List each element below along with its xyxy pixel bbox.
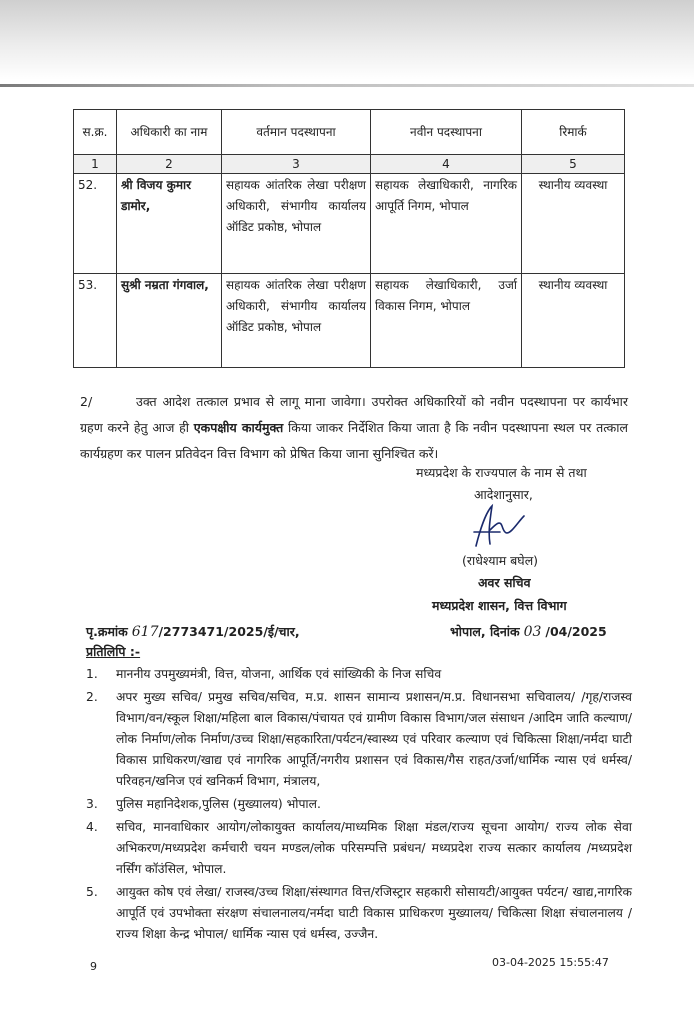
cell-sno: 53. — [74, 274, 117, 368]
page-number: 9 — [90, 960, 97, 973]
cell-current-posting: सहायक आंतरिक लेखा परीक्षण अधिकारी, संभागीय कार्यालय ऑडिट प्रकोष्ठ, भोपाल — [222, 174, 371, 274]
reference-suffix: /2773471/2025/ई/चार, — [158, 624, 300, 639]
reference-number — [86, 623, 300, 640]
column-number-row — [74, 155, 625, 174]
list-item-text: अपर मुख्य सचिव/ प्रमुख सचिव/सचिव, म.प्र. शासन सामान्य प्रशासन/म.प्र. विधानसभा सचिवालय/ /गृह/राजस्व विभाग/वन/स्कूल शिक्षा/महिला बाल विकास/पंचायत एवं ग्रामीण विकास विभाग/जल संसाधन /आदिम जाति कल्याण/लोक निर्माण/लोक निर्माण/उच्च शिक्षा/सहकारिता/पर्यटन/स्वास्थ्य एवं परिवार कल्याण एवं चिकित्सा शिक्षा/नर्मदा घाटी विकास प्राधिकरण/खाद्य एवं नागरिक आपूर्ति/नगरीय प्रशासन एवं विकास/गैस राहत/उर्जा/धार्मिक न्यास एवं धर्मस्व/परिवहन/खनिज एवं खनिकर्म विभाग, मंत्रालय, — [116, 690, 632, 788]
cell-officer-name: सुश्री नम्रता गंगवाल, — [117, 274, 222, 368]
order-line: आदेशानुसार, — [474, 487, 533, 502]
list-item-number: 1. — [86, 667, 98, 681]
table-header-row — [74, 110, 625, 155]
list-item — [86, 882, 632, 945]
list-item — [86, 664, 632, 685]
cell-officer-name: श्री विजय कुमार डामोर, — [117, 174, 222, 274]
column-number: 3 — [222, 155, 371, 174]
cc-list — [86, 664, 632, 947]
table-row — [74, 174, 625, 274]
date-suffix: /04/2025 — [545, 624, 607, 639]
order-paragraph — [80, 389, 628, 467]
list-item — [86, 687, 632, 792]
cell-sno: 52. — [74, 174, 117, 274]
list-item-number: 4. — [86, 820, 98, 834]
posting-table — [73, 109, 625, 368]
list-item-text: पुलिस महानिदेशक,पुलिस (मुख्यालय) भोपाल. — [116, 797, 321, 811]
list-item-text: आयुक्त कोष एवं लेखा/ राजस्व/उच्च शिक्षा/संस्थागत वित्त/रजिस्ट्रार सहकारी सोसायटी/आयुक्त पर्यटन/ खाद्य,नागरिक आपूर्ति एवं उपभोक्ता संरक्षण संचालनालय/नर्मदा घाटी विकास प्राधिकरण मुख्यालय/ चिकित्सा शिक्षा संचालनालय / राज्य शिक्षा केन्द्र भोपाल/ धार्मिक न्यास एवं धर्मस्व, उज्जैन. — [116, 885, 632, 941]
governor-line: मध्यप्रदेश के राज्यपाल के नाम से तथा — [416, 465, 587, 480]
paragraph-bold-text: एकपक्षीय कार्यमुक्त — [193, 420, 284, 435]
column-number: 1 — [74, 155, 117, 174]
signatory-department: मध्यप्रदेश शासन, वित्त विभाग — [432, 598, 567, 613]
cell-current-posting: सहायक आंतरिक लेखा परीक्षण अधिकारी, संभागीय कार्यालय ऑडिट प्रकोष्ठ, भोपाल — [222, 274, 371, 368]
table-row — [74, 274, 625, 368]
list-item-number: 5. — [86, 885, 98, 899]
header-officer-name: अधिकारी का नाम — [117, 110, 222, 155]
signatory-name: (राधेश्याम बघेल) — [462, 553, 539, 568]
timestamp: 03-04-2025 15:55:47 — [492, 956, 609, 969]
list-item — [86, 794, 632, 815]
cell-remark: स्थानीय व्यवस्था — [522, 174, 625, 274]
paragraph-number: 2/ — [80, 394, 93, 409]
place-date-prefix: भोपाल, दिनांक — [450, 624, 520, 639]
paragraph-text-end: किया जाकर निर्देशित किया जाता है कि नवीन पदस्थापना स्थल पर तत्काल कार्यग्रहण कर पालन प्रतिवेदन वित्त विभाग को प्रेषित किया जाना सुनिश्चित करें। — [80, 420, 628, 461]
place-date — [450, 623, 607, 640]
column-number: 2 — [117, 155, 222, 174]
list-item-number: 3. — [86, 797, 98, 811]
column-number: 4 — [371, 155, 522, 174]
header-remark: रिमार्क — [522, 110, 625, 155]
cell-new-posting: सहायक लेखाधिकारी, नागरिक आपूर्ति निगम, भोपाल — [371, 174, 522, 274]
cc-title: प्रतिलिपि :- — [86, 644, 141, 659]
handwritten-number: 617 — [131, 624, 159, 640]
cell-new-posting: सहायक लेखाधिकारी, उर्जा विकास निगम, भोपाल — [371, 274, 522, 368]
signatory-designation: अवर सचिव — [478, 575, 531, 590]
header-current-posting: वर्तमान पदस्थापना — [222, 110, 371, 155]
header-new-posting: नवीन पदस्थापना — [371, 110, 522, 155]
reference-prefix: पृ.क्रमांक — [86, 624, 128, 639]
paragraph-text: उक्त आदेश तत्काल प्रभाव से लागू माना जावेगा। उपरोक्त अधिकारियों को नवीन पदस्थापना पर कार्यभार ग्रहण करने हेतु आज ही — [80, 394, 628, 435]
header-sno: स.क्र. — [74, 110, 117, 155]
list-item-text: माननीय उपमुख्यमंत्री, वित्त, योजना, आर्थिक एवं सांख्यिकी के निज सचिव — [116, 667, 442, 681]
signature-image — [470, 502, 526, 550]
cell-remark: स्थानीय व्यवस्था — [522, 274, 625, 368]
list-item — [86, 817, 632, 880]
column-number: 5 — [522, 155, 625, 174]
handwritten-day: 03 — [523, 624, 542, 640]
list-item-number: 2. — [86, 690, 98, 704]
list-item-text: सचिव, मानवाधिकार आयोग/लोकायुक्त कार्यालय/माध्यमिक शिक्षा मंडल/राज्य सूचना आयोग/ राज्य लोक सेवा अभिकरण/मध्यप्रदेश कर्मचारी चयन मण्डल/लोक परिसम्पत्ति प्रबंधन/ मध्यप्रदेश राज्य सत्कार कार्यालय /मध्यप्रदेश नर्सिंग कॉउंसिल, भोपाल. — [116, 820, 632, 876]
